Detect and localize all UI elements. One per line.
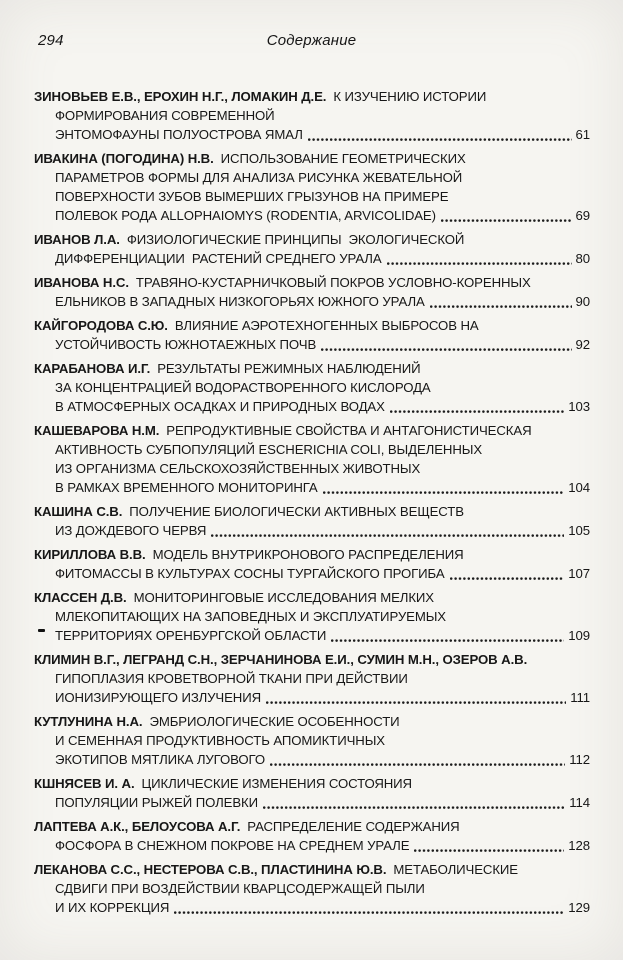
entry-authors: ИВАНОВА Н.С. xyxy=(34,275,129,290)
toc-entry xyxy=(34,650,590,707)
entry-title-line: ЭКОТИПОВ МЯТЛИКА ЛУГОВОГО xyxy=(55,752,266,767)
entry-title-line: УСТОЙЧИВОСТЬ ЮЖНОТАЕЖНЫХ ПОЧВ xyxy=(55,337,317,352)
entry-title-start: ВЛИЯНИЕ АЭРОТЕХНОГЕННЫХ ВЫБРОСОВ НА xyxy=(174,318,479,333)
entry-title-line: ФОРМИРОВАНИЯ СОВРЕМЕННОЙ xyxy=(55,108,275,123)
dot-leader xyxy=(323,489,565,495)
toc-entry xyxy=(34,502,590,540)
entry-title-start: ИСПОЛЬЗОВАНИЕ ГЕОМЕТРИЧЕСКИХ xyxy=(220,151,466,166)
entry-authors: КАШИНА С.В. xyxy=(34,504,123,519)
toc-entry xyxy=(34,359,590,416)
entry-title-line: МЛЕКОПИТАЮЩИХ НА ЗАПОВЕДНЫХ И ЭКСПЛУАТИРУЕМЫХ xyxy=(55,609,446,624)
entry-last-line xyxy=(34,521,590,540)
entry-page-number: 111 xyxy=(570,690,590,705)
dot-leader xyxy=(263,804,565,810)
entry-title-line: ТЕРРИТОРИЯХ ОРЕНБУРГСКОЙ ОБЛАСТИ xyxy=(55,628,327,643)
entry-title-line: ПОПУЛЯЦИИ РЫЖЕЙ ПОЛЕВКИ xyxy=(55,795,258,810)
entry-title-start: МОДЕЛЬ ВНУТРИКРОНОВОГО РАСПРЕДЕЛЕНИЯ xyxy=(152,547,464,562)
entry-first-line xyxy=(34,650,590,669)
entry-authors: КЛАССЕН Д.В. xyxy=(34,590,127,605)
entry-authors: КАРАБАНОВА И.Г. xyxy=(34,361,151,376)
entry-first-line xyxy=(34,774,590,793)
dot-leader xyxy=(414,847,564,853)
entry-authors: КИРИЛЛОВА В.В. xyxy=(34,547,146,562)
entry-title-line: АКТИВНОСТЬ СУБПОПУЛЯЦИЙ ESCHERICHIA COLI, ВЫДЕЛЕННЫХ xyxy=(55,442,483,457)
toc-entry xyxy=(34,421,590,497)
entry-title-start: РЕЗУЛЬТАТЫ РЕЖИМНЫХ НАБЛЮДЕНИЙ xyxy=(157,361,421,376)
entry-first-line xyxy=(34,712,590,731)
dot-leader xyxy=(321,346,571,352)
entry-last-line xyxy=(34,478,590,497)
entry-last-line xyxy=(34,688,590,707)
toc-entry xyxy=(34,316,590,354)
entry-first-line xyxy=(34,316,590,335)
entry-authors: ЛЕКАНОВА С.С., НЕСТЕРОВА С.В., ПЛАСТИНИНА Ю.В. xyxy=(34,862,387,877)
entry-first-line xyxy=(34,545,590,564)
entry-title-start: ПОЛУЧЕНИЕ БИОЛОГИЧЕСКИ АКТИВНЫХ ВЕЩЕСТВ xyxy=(129,504,464,519)
entry-title-start: ФИЗИОЛОГИЧЕСКИЕ ПРИНЦИПЫ ЭКОЛОГИЧЕСКОЙ xyxy=(126,232,465,247)
dot-leader xyxy=(308,136,572,142)
entry-title-line: ЗА КОНЦЕНТРАЦИЕЙ ВОДОРАСТВОРЕННОГО КИСЛОРОДА xyxy=(55,380,431,395)
entry-title-line: ФОСФОРА В СНЕЖНОМ ПОКРОВЕ НА СРЕДНЕМ УРАЛЕ xyxy=(55,838,410,853)
entry-page-number: 80 xyxy=(575,251,590,266)
toc-entry xyxy=(34,712,590,769)
dot-leader xyxy=(387,260,572,266)
entry-title-line: ГИПОПЛАЗИЯ КРОВЕТВОРНОЙ ТКАНИ ПРИ ДЕЙСТВИИ xyxy=(55,671,408,686)
entry-title-line: В РАМКАХ ВРЕМЕННОГО МОНИТОРИНГА xyxy=(55,480,318,495)
entry-first-line xyxy=(34,230,590,249)
entry-first-line xyxy=(34,87,590,106)
entry-authors: ИВАНОВ Л.А. xyxy=(34,232,120,247)
entry-title-line: ИЗ ДОЖДЕВОГО ЧЕРВЯ xyxy=(55,523,207,538)
dot-leader xyxy=(211,532,564,538)
entry-last-line xyxy=(34,793,590,812)
dot-leader xyxy=(174,909,564,915)
entry-title-line: ИОНИЗИРУЮЩЕГО ИЗЛУЧЕНИЯ xyxy=(55,690,262,705)
entry-first-line xyxy=(34,860,590,879)
entry-last-line xyxy=(34,750,590,769)
dot-leader xyxy=(270,761,565,767)
entry-title-start: ТРАВЯНО-КУСТАРНИЧКОВЫЙ ПОКРОВ УСЛОВНО-КОРЕННЫХ xyxy=(135,275,531,290)
entry-authors: КЛИМИН В.Г., ЛЕГРАНД С.Н., ЗЕРЧАНИНОВА Е.И., СУМИН М.Н., ОЗЕРОВ А.В. xyxy=(34,652,528,667)
entry-page-number: 104 xyxy=(568,480,590,495)
entry-title-start: МОНИТОРИНГОВЫЕ ИССЛЕДОВАНИЯ МЕЛКИХ xyxy=(133,590,434,605)
entry-authors: КУТЛУНИНА Н.А. xyxy=(34,714,143,729)
entry-title-line: И СЕМЕННАЯ ПРОДУКТИВНОСТЬ АПОМИКТИЧНЫХ xyxy=(55,733,385,748)
entry-first-line xyxy=(34,588,590,607)
entry-first-line xyxy=(34,817,590,836)
dot-leader xyxy=(430,303,572,309)
toc-entry xyxy=(34,87,590,144)
entry-first-line xyxy=(34,421,590,440)
entry-page-number: 129 xyxy=(568,900,590,915)
entry-page-number: 103 xyxy=(568,399,590,414)
entry-title-start: ЭМБРИОЛОГИЧЕСКИЕ ОСОБЕННОСТИ xyxy=(149,714,400,729)
entry-page-number: 109 xyxy=(568,628,590,643)
toc-entry-list xyxy=(34,87,590,922)
entry-title-line: И ИХ КОРРЕКЦИЯ xyxy=(55,900,170,915)
entry-title-line: ПОЛЕВОК РОДА ALLOPHAIOMYS (RODENTIA, ARVICOLIDAE) xyxy=(55,208,436,223)
toc-entry xyxy=(34,545,590,583)
entry-last-line xyxy=(34,836,590,855)
entry-last-line xyxy=(34,335,590,354)
entry-page-number: 114 xyxy=(569,795,590,810)
entry-page-number: 107 xyxy=(568,566,590,581)
entry-last-line xyxy=(34,564,590,583)
entry-page-number: 69 xyxy=(575,208,590,223)
entry-title-start: ЦИКЛИЧЕСКИЕ ИЗМЕНЕНИЯ СОСТОЯНИЯ xyxy=(141,776,412,791)
entry-first-line xyxy=(34,273,590,292)
entry-authors: КАЙГОРОДОВА С.Ю. xyxy=(34,318,168,333)
entry-last-line xyxy=(34,206,590,225)
entry-title-line: ПАРАМЕТРОВ ФОРМЫ ДЛЯ АНАЛИЗА РИСУНКА ЖЕВАТЕЛЬНОЙ xyxy=(55,170,463,185)
entry-title-line: ПОВЕРХНОСТИ ЗУБОВ ВЫМЕРШИХ ГРЫЗУНОВ НА ПРИМЕРЕ xyxy=(55,189,449,204)
page-number: 294 xyxy=(38,32,64,49)
toc-entry xyxy=(34,273,590,311)
entry-title-start: РАСПРЕДЕЛЕНИЕ СОДЕРЖАНИЯ xyxy=(247,819,460,834)
entry-authors: ЛАПТЕВА А.К., БЕЛОУСОВА А.Г. xyxy=(34,819,241,834)
dot-leader xyxy=(441,217,572,223)
entry-last-line xyxy=(34,898,590,917)
entry-authors: КАШЕВАРОВА Н.М. xyxy=(34,423,160,438)
dot-leader xyxy=(331,637,564,643)
entry-first-line xyxy=(34,149,590,168)
dot-leader xyxy=(266,699,566,705)
page-header xyxy=(0,32,623,54)
entry-title-line: ИЗ ОРГАНИЗМА СЕЛЬСКОХОЗЯЙСТВЕННЫХ ЖИВОТНЫХ xyxy=(55,461,421,476)
entry-page-number: 90 xyxy=(575,294,590,309)
page-title: Содержание xyxy=(266,32,357,49)
entry-page-number: 105 xyxy=(568,523,590,538)
entry-last-line xyxy=(34,249,590,268)
entry-title-start: МЕТАБОЛИЧЕСКИЕ xyxy=(393,862,518,877)
entry-last-line xyxy=(34,626,590,645)
entry-title-line: СДВИГИ ПРИ ВОЗДЕЙСТВИИ КВАРЦСОДЕРЖАЩЕЙ ПЫЛИ xyxy=(55,881,425,896)
entry-title-line: ЭНТОМОФАУНЫ ПОЛУОСТРОВА ЯМАЛ xyxy=(55,127,303,142)
toc-entry xyxy=(34,149,590,225)
toc-entry xyxy=(34,588,590,645)
toc-entry xyxy=(34,817,590,855)
dot-leader xyxy=(450,575,565,581)
entry-page-number: 61 xyxy=(575,127,590,142)
entry-title-line: ЕЛЬНИКОВ В ЗАПАДНЫХ НИЗКОГОРЬЯХ ЮЖНОГО УРАЛА xyxy=(55,294,425,309)
entry-page-number: 112 xyxy=(569,752,590,767)
entry-last-line xyxy=(34,125,590,144)
entry-authors: ИВАКИНА (ПОГОДИНА) Н.В. xyxy=(34,151,214,166)
entry-first-line xyxy=(34,359,590,378)
entry-title-line: ФИТОМАССЫ В КУЛЬТУРАХ СОСНЫ ТУРГАЙСКОГО ПРОГИБА xyxy=(55,566,445,581)
dot-leader xyxy=(390,408,564,414)
entry-first-line xyxy=(34,502,590,521)
entry-authors: КШНЯСЕВ И. А. xyxy=(34,776,135,791)
entry-authors: ЗИНОВЬЕВ Е.В., ЕРОХИН Н.Г., ЛОМАКИН Д.Е. xyxy=(34,89,327,104)
entry-title-start: К ИЗУЧЕНИЮ ИСТОРИИ xyxy=(333,89,487,104)
toc-entry xyxy=(34,774,590,812)
entry-title-start: РЕПРОДУКТИВНЫЕ СВОЙСТВА И АНТАГОНИСТИЧЕСКАЯ xyxy=(166,423,532,438)
toc-entry xyxy=(34,860,590,917)
entry-last-line xyxy=(34,397,590,416)
entry-page-number: 128 xyxy=(568,838,590,853)
toc-entry xyxy=(34,230,590,268)
entry-page-number: 92 xyxy=(575,337,590,352)
entry-last-line xyxy=(34,292,590,311)
print-artifact-dash xyxy=(38,629,45,632)
entry-title-line: В АТМОСФЕРНЫХ ОСАДКАХ И ПРИРОДНЫХ ВОДАХ xyxy=(55,399,385,414)
entry-title-line: ДИФФЕРЕНЦИАЦИИ РАСТЕНИЙ СРЕДНЕГО УРАЛА xyxy=(55,251,382,266)
